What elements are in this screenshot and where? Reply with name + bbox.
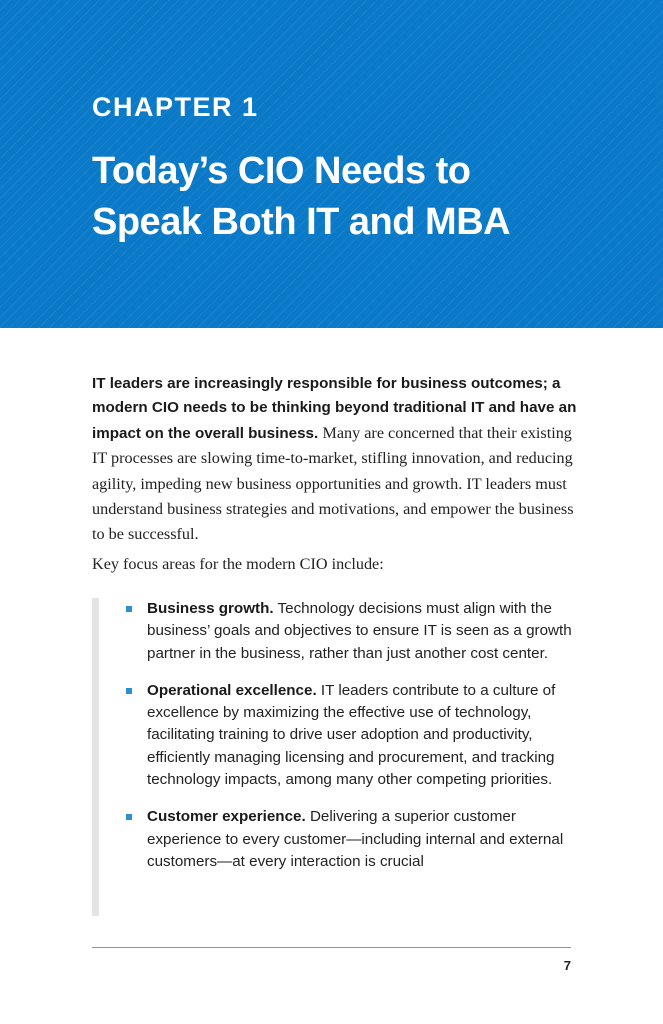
bullet-text: Technology decisions must align with the business’ goals and objectives to ensure IT is seen as a growth partner in the business, rather than just another cost center. xyxy=(147,600,572,662)
chapter-title xyxy=(92,146,632,248)
intro-lead: IT leaders are increasingly responsible for business outcomes; a modern CIO needs to be thinking beyond traditional IT and have an impact on the overall business. xyxy=(92,375,577,442)
intro-paragraph xyxy=(92,372,578,548)
page-number: 7 xyxy=(563,958,571,973)
bullet-title: Operational excellence. xyxy=(147,681,317,699)
bullet-text: Delivering a superior customer experience to every customer—including internal and external customers—at every interaction is crucial xyxy=(147,808,564,870)
list-item xyxy=(126,598,576,665)
footer-divider xyxy=(92,947,571,948)
focus-areas-list xyxy=(126,598,576,888)
bullet-list-sidebar-rule xyxy=(92,598,99,916)
chapter-title-line-1: Today’s CIO Needs to xyxy=(92,150,471,192)
focus-areas-intro: Key focus areas for the modern CIO include: xyxy=(92,555,384,573)
square-bullet-icon xyxy=(126,606,132,612)
chapter-banner xyxy=(0,0,663,328)
square-bullet-icon xyxy=(126,688,132,694)
bullet-text: IT leaders contribute to a culture of excellence by maximizing the effective use of technology, facilitating training to drive user adoption and productivity, efficiently managing licensing and procurement, and tracking technology impacts, among many other competing priorities. xyxy=(147,681,556,789)
intro-body: Many are concerned that their existing IT processes are slowing time-to-market, stifling innovation, and reducing agility, impeding new business opportunities and growth. IT leaders must understand business strategies and motivations, and empower the business to be successful. xyxy=(92,423,574,544)
square-bullet-icon xyxy=(126,814,132,820)
bullet-title: Business growth. xyxy=(147,600,274,617)
chapter-label: CHAPTER 1 xyxy=(92,92,259,122)
bullet-title: Customer experience. xyxy=(147,808,306,826)
list-item xyxy=(126,680,576,791)
list-item xyxy=(126,806,576,873)
chapter-title-line-2: Speak Both IT and MBA xyxy=(92,201,511,243)
